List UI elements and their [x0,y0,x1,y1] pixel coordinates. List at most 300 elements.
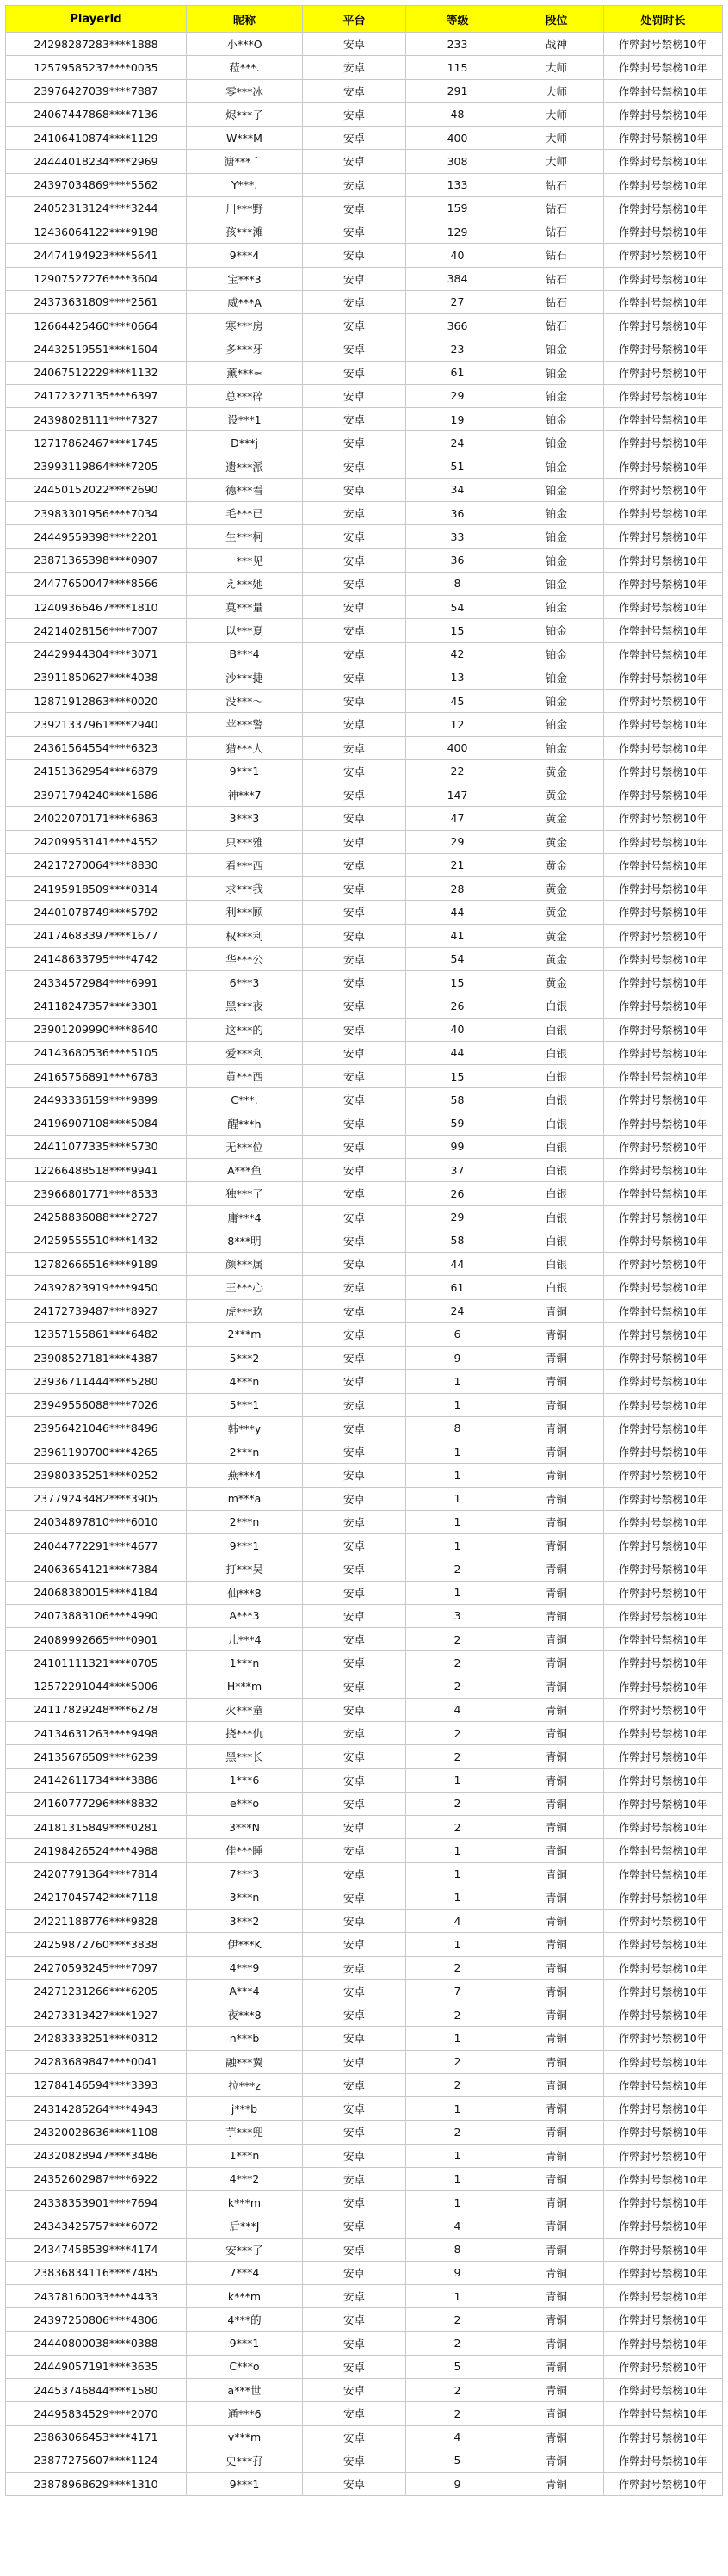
cell-penalty: 作弊封号禁榜10年 [604,1768,723,1792]
cell-level: 2 [406,1628,509,1651]
cell-rank: 青铜 [509,1416,604,1440]
cell-rank: 钻石 [509,267,604,290]
cell-platform: 安卓 [303,478,406,501]
cell-penalty: 作弊封号禁榜10年 [604,127,723,150]
cell-player-id: 23949556088****7026 [6,1393,187,1416]
cell-rank: 青铜 [509,2144,604,2167]
cell-rank: 青铜 [509,2050,604,2073]
cell-nickname: 8***明 [187,1229,303,1252]
cell-nickname: 设***1 [187,408,303,431]
cell-penalty: 作弊封号禁榜10年 [604,713,723,736]
cell-rank: 白银 [509,1041,604,1064]
cell-level: 28 [406,877,509,901]
cell-penalty: 作弊封号禁榜10年 [604,1393,723,1416]
cell-rank: 钻石 [509,244,604,267]
cell-player-id: 24196907108****5084 [6,1112,187,1135]
table-row [6,1229,723,1252]
header-penalty: 处罚时长 [604,6,723,33]
cell-player-id: 24283333251****0312 [6,2027,187,2050]
cell-penalty: 作弊封号禁榜10年 [604,947,723,970]
table-row [6,901,723,924]
cell-platform: 安卓 [303,1487,406,1510]
cell-rank: 铂金 [509,690,604,713]
cell-player-id: 24320028636****1108 [6,2121,187,2144]
cell-penalty: 作弊封号禁榜10年 [604,1347,723,1370]
cell-platform: 安卓 [303,2425,406,2449]
cell-rank: 铂金 [509,736,604,759]
cell-rank: 钻石 [509,314,604,337]
cell-penalty: 作弊封号禁榜10年 [604,1159,723,1182]
cell-level: 2 [406,2003,509,2027]
cell-platform: 安卓 [303,2308,406,2331]
cell-platform: 安卓 [303,1088,406,1112]
table-row [6,548,723,572]
table-row [6,455,723,478]
cell-player-id: 24373631809****2561 [6,290,187,313]
cell-rank: 青铜 [509,2027,604,2050]
cell-level: 15 [406,619,509,642]
cell-level: 40 [406,244,509,267]
cell-nickname: 总***碎 [187,384,303,407]
cell-rank: 青铜 [509,1886,604,1909]
cell-level: 22 [406,759,509,783]
cell-penalty: 作弊封号禁榜10年 [604,1722,723,1745]
cell-rank: 铂金 [509,384,604,407]
table-row [6,2121,723,2144]
cell-penalty: 作弊封号禁榜10年 [604,901,723,924]
cell-penalty: 作弊封号禁榜10年 [604,1464,723,1487]
cell-nickname: 7***4 [187,2261,303,2284]
cell-penalty: 作弊封号禁榜10年 [604,2073,723,2096]
cell-rank: 青铜 [509,1604,604,1627]
header-level: 等级 [406,6,509,33]
cell-platform: 安卓 [303,736,406,759]
cell-platform: 安卓 [303,1651,406,1675]
cell-level: 2 [406,1816,509,1839]
cell-platform: 安卓 [303,337,406,361]
cell-penalty: 作弊封号禁榜10年 [604,1112,723,1135]
cell-level: 115 [406,56,509,79]
cell-rank: 战神 [509,33,604,56]
table-row [6,994,723,1018]
cell-platform: 安卓 [303,1675,406,1698]
cell-platform: 安卓 [303,619,406,642]
cell-rank: 铂金 [509,337,604,361]
cell-penalty: 作弊封号禁榜10年 [604,2402,723,2425]
cell-player-id: 23971794240****1686 [6,783,187,807]
cell-player-id: 24314285264****4943 [6,2097,187,2121]
cell-platform: 安卓 [303,408,406,431]
cell-nickname: 孩***滩 [187,220,303,244]
cell-player-id: 12717862467****1745 [6,431,187,455]
cell-level: 1 [406,1933,509,1956]
cell-platform: 安卓 [303,2121,406,2144]
cell-nickname: 5***2 [187,1347,303,1370]
cell-player-id: 24068380015****4184 [6,1581,187,1604]
cell-penalty: 作弊封号禁榜10年 [604,102,723,126]
cell-rank: 大师 [509,127,604,150]
cell-rank: 青铜 [509,2402,604,2425]
cell-player-id: 24259872760****3838 [6,1933,187,1956]
cell-nickname: j***b [187,2097,303,2121]
cell-nickname: 醒***h [187,1112,303,1135]
cell-level: 366 [406,314,509,337]
table-row [6,1698,723,1721]
cell-penalty: 作弊封号禁榜10年 [604,220,723,244]
cell-penalty: 作弊封号禁榜10年 [604,2027,723,2050]
cell-platform: 安卓 [303,1276,406,1299]
cell-rank: 黄金 [509,901,604,924]
cell-penalty: 作弊封号禁榜10年 [604,1229,723,1252]
cell-nickname: 7***3 [187,1862,303,1886]
cell-penalty: 作弊封号禁榜10年 [604,150,723,173]
cell-nickname: 仙***8 [187,1581,303,1604]
cell-platform: 安卓 [303,1862,406,1886]
cell-penalty: 作弊封号禁榜10年 [604,1557,723,1581]
table-row [6,1487,723,1510]
table-row [6,408,723,431]
cell-player-id: 12436064122****9198 [6,220,187,244]
table-row [6,666,723,689]
cell-rank: 青铜 [509,1956,604,1979]
table-row [6,2355,723,2378]
cell-level: 400 [406,736,509,759]
cell-level: 1 [406,2144,509,2167]
cell-rank: 青铜 [509,1768,604,1792]
cell-level: 24 [406,431,509,455]
cell-level: 99 [406,1135,509,1158]
cell-nickname: A***4 [187,1979,303,2003]
cell-level: 47 [406,807,509,830]
cell-platform: 安卓 [303,1393,406,1416]
cell-nickname: 伊***K [187,1933,303,1956]
cell-nickname: 3***n [187,1886,303,1909]
cell-player-id: 12907527276****3604 [6,267,187,290]
cell-player-id: 24477650047****8566 [6,572,187,595]
table-row [6,736,723,759]
cell-platform: 安卓 [303,642,406,666]
cell-platform: 安卓 [303,1135,406,1158]
cell-level: 7 [406,1979,509,2003]
cell-player-id: 23966801771****8533 [6,1182,187,1205]
cell-player-id: 23877275607****1124 [6,2449,187,2472]
cell-level: 2 [406,2402,509,2425]
cell-player-id: 24172327135****6397 [6,384,187,407]
cell-player-id: 24181315849****0281 [6,1816,187,1839]
cell-penalty: 作弊封号禁榜10年 [604,642,723,666]
cell-player-id: 24151362954****6879 [6,759,187,783]
cell-penalty: 作弊封号禁榜10年 [604,666,723,689]
table-row [6,1041,723,1064]
cell-nickname: k***m [187,2191,303,2214]
cell-rank: 铂金 [509,572,604,595]
table-row [6,2214,723,2238]
cell-player-id: 23956421046****8496 [6,1416,187,1440]
cell-nickname: a***世 [187,2379,303,2402]
cell-level: 5 [406,2355,509,2378]
cell-level: 33 [406,525,509,548]
cell-player-id: 24214028156****7007 [6,619,187,642]
table-row [6,1464,723,1487]
cell-penalty: 作弊封号禁榜10年 [604,1534,723,1557]
cell-nickname: 菈***. [187,56,303,79]
cell-rank: 青铜 [509,2425,604,2449]
cell-rank: 青铜 [509,1792,604,1815]
cell-nickname: 爱***利 [187,1041,303,1064]
cell-player-id: 24493336159****9899 [6,1088,187,1112]
cell-platform: 安卓 [303,220,406,244]
cell-rank: 铂金 [509,455,604,478]
table-row [6,2331,723,2355]
cell-nickname: C***o [187,2355,303,2378]
table-row [6,1322,723,1346]
cell-player-id: 24073883106****4990 [6,1604,187,1627]
cell-platform: 安卓 [303,1979,406,2003]
table-row [6,1979,723,2003]
cell-player-id: 24283689847****0041 [6,2050,187,2073]
cell-nickname: m***a [187,1487,303,1510]
cell-rank: 青铜 [509,2355,604,2378]
cell-platform: 安卓 [303,1581,406,1604]
cell-penalty: 作弊封号禁榜10年 [604,33,723,56]
cell-level: 36 [406,502,509,525]
header-row [6,6,723,33]
cell-rank: 青铜 [509,2121,604,2144]
cell-nickname: 4***的 [187,2308,303,2331]
cell-penalty: 作弊封号禁榜10年 [604,1933,723,1956]
cell-rank: 青铜 [509,1534,604,1557]
cell-penalty: 作弊封号禁榜10年 [604,173,723,196]
cell-player-id: 24148633795****4742 [6,947,187,970]
cell-platform: 安卓 [303,2003,406,2027]
table-row [6,596,723,619]
cell-player-id: 12572291044****5006 [6,1675,187,1698]
table-row [6,1675,723,1698]
cell-penalty: 作弊封号禁榜10年 [604,2379,723,2402]
cell-platform: 安卓 [303,2402,406,2425]
cell-rank: 青铜 [509,1933,604,1956]
cell-level: 19 [406,408,509,431]
table-row [6,1182,723,1205]
cell-rank: 黄金 [509,971,604,994]
cell-player-id: 24195918509****0314 [6,877,187,901]
cell-rank: 青铜 [509,1862,604,1886]
cell-level: 13 [406,666,509,689]
table-row [6,337,723,361]
cell-player-id: 23901209990****8640 [6,1018,187,1041]
cell-platform: 安卓 [303,2285,406,2308]
cell-level: 29 [406,384,509,407]
cell-nickname: 打***吴 [187,1557,303,1581]
cell-platform: 安卓 [303,361,406,384]
cell-penalty: 作弊封号禁榜10年 [604,455,723,478]
cell-rank: 大师 [509,102,604,126]
cell-player-id: 24052313124****3244 [6,196,187,220]
cell-player-id: 24101111321****0705 [6,1651,187,1675]
cell-nickname: 通***6 [187,2402,303,2425]
table-row [6,220,723,244]
cell-player-id: 23863066453****4171 [6,2425,187,2449]
cell-rank: 青铜 [509,2073,604,2096]
table-row [6,2379,723,2402]
cell-level: 1 [406,2167,509,2190]
header-platform: 平台 [303,6,406,33]
cell-penalty: 作弊封号禁榜10年 [604,619,723,642]
table-row [6,1253,723,1276]
cell-nickname: 2***n [187,1510,303,1533]
table-row [6,1065,723,1088]
cell-platform: 安卓 [303,1910,406,1933]
cell-penalty: 作弊封号禁榜10年 [604,2425,723,2449]
cell-penalty: 作弊封号禁榜10年 [604,1956,723,1979]
cell-rank: 青铜 [509,1464,604,1487]
cell-penalty: 作弊封号禁榜10年 [604,853,723,876]
cell-nickname: 毛***已 [187,502,303,525]
cell-platform: 安卓 [303,853,406,876]
cell-nickname: 儿***4 [187,1628,303,1651]
cell-penalty: 作弊封号禁榜10年 [604,2097,723,2121]
cell-nickname: 无***位 [187,1135,303,1158]
cell-player-id: 23961190700****4265 [6,1440,187,1464]
cell-platform: 安卓 [303,1205,406,1229]
cell-platform: 安卓 [303,690,406,713]
cell-platform: 安卓 [303,56,406,79]
cell-level: 2 [406,2073,509,2096]
table-row [6,1416,723,1440]
cell-player-id: 24334572984****6991 [6,971,187,994]
cell-penalty: 作弊封号禁榜10年 [604,2238,723,2261]
cell-platform: 安卓 [303,1792,406,1815]
cell-platform: 安卓 [303,2144,406,2167]
cell-level: 58 [406,1088,509,1112]
cell-nickname: 多***牙 [187,337,303,361]
cell-player-id: 24444018234****2969 [6,150,187,173]
cell-player-id: 23936711444****5280 [6,1370,187,1393]
cell-nickname: 华***公 [187,947,303,970]
table-row [6,572,723,595]
cell-nickname: 9***1 [187,759,303,783]
table-row [6,79,723,102]
table-row [6,619,723,642]
table-row [6,56,723,79]
cell-platform: 安卓 [303,314,406,337]
table-row [6,2425,723,2449]
cell-level: 2 [406,1557,509,1581]
cell-nickname: 零***冰 [187,79,303,102]
cell-player-id: 24067512229****1132 [6,361,187,384]
cell-rank: 青铜 [509,1816,604,1839]
cell-player-id: 24450152022****2690 [6,478,187,501]
cell-rank: 白银 [509,994,604,1018]
cell-player-id: 24398028111****7327 [6,408,187,431]
table-row [6,173,723,196]
cell-rank: 白银 [509,1088,604,1112]
cell-nickname: 夜***8 [187,2003,303,2027]
cell-player-id: 24067447868****7136 [6,102,187,126]
cell-level: 29 [406,830,509,853]
cell-nickname: 看***西 [187,853,303,876]
cell-level: 9 [406,2261,509,2284]
cell-penalty: 作弊封号禁榜10年 [604,2473,723,2496]
table-row [6,525,723,548]
cell-nickname: 莫***量 [187,596,303,619]
cell-penalty: 作弊封号禁榜10年 [604,1839,723,1862]
table-row [6,759,723,783]
cell-level: 44 [406,901,509,924]
cell-penalty: 作弊封号禁榜10年 [604,783,723,807]
cell-platform: 安卓 [303,830,406,853]
cell-level: 42 [406,642,509,666]
cell-level: 26 [406,1182,509,1205]
table-row [6,1347,723,1370]
cell-rank: 青铜 [509,1322,604,1346]
cell-nickname: 芋***兜 [187,2121,303,2144]
cell-platform: 安卓 [303,455,406,478]
cell-level: 1 [406,1886,509,1909]
cell-platform: 安卓 [303,244,406,267]
cell-penalty: 作弊封号禁榜10年 [604,1135,723,1158]
cell-nickname: 溏*** ゛ [187,150,303,173]
cell-rank: 白银 [509,1065,604,1088]
cell-rank: 青铜 [509,2167,604,2190]
cell-level: 21 [406,853,509,876]
cell-level: 1 [406,1464,509,1487]
table-row [6,127,723,150]
table-row [6,431,723,455]
cell-player-id: 23980335251****0252 [6,1464,187,1487]
table-row [6,1112,723,1135]
cell-level: 29 [406,1205,509,1229]
cell-platform: 安卓 [303,1440,406,1464]
cell-penalty: 作弊封号禁榜10年 [604,2167,723,2190]
cell-platform: 安卓 [303,33,406,56]
table-row [6,2191,723,2214]
cell-nickname: 宝***3 [187,267,303,290]
cell-platform: 安卓 [303,2214,406,2238]
table-row [6,1581,723,1604]
cell-nickname: 1***6 [187,1768,303,1792]
cell-level: 1 [406,1440,509,1464]
cell-nickname: 虎***玖 [187,1299,303,1322]
cell-nickname: 遗***派 [187,455,303,478]
cell-penalty: 作弊封号禁榜10年 [604,1088,723,1112]
cell-platform: 安卓 [303,1299,406,1322]
table-row [6,478,723,501]
cell-penalty: 作弊封号禁榜10年 [604,361,723,384]
cell-penalty: 作弊封号禁榜10年 [604,1745,723,1768]
cell-platform: 安卓 [303,666,406,689]
table-row [6,947,723,970]
cell-level: 24 [406,1299,509,1322]
cell-penalty: 作弊封号禁榜10年 [604,2355,723,2378]
cell-rank: 黄金 [509,853,604,876]
cell-rank: 黄金 [509,830,604,853]
cell-player-id: 24378160033****4433 [6,2285,187,2308]
cell-nickname: 3***3 [187,807,303,830]
cell-nickname: 安***了 [187,2238,303,2261]
cell-penalty: 作弊封号禁榜10年 [604,431,723,455]
cell-player-id: 23878968629****1310 [6,2473,187,2496]
cell-level: 8 [406,2238,509,2261]
cell-rank: 钻石 [509,196,604,220]
cell-rank: 白银 [509,1112,604,1135]
cell-level: 3 [406,1604,509,1627]
cell-rank: 铂金 [509,478,604,501]
table-row [6,1933,723,1956]
cell-platform: 安卓 [303,525,406,548]
cell-level: 58 [406,1229,509,1252]
table-row [6,1792,723,1815]
